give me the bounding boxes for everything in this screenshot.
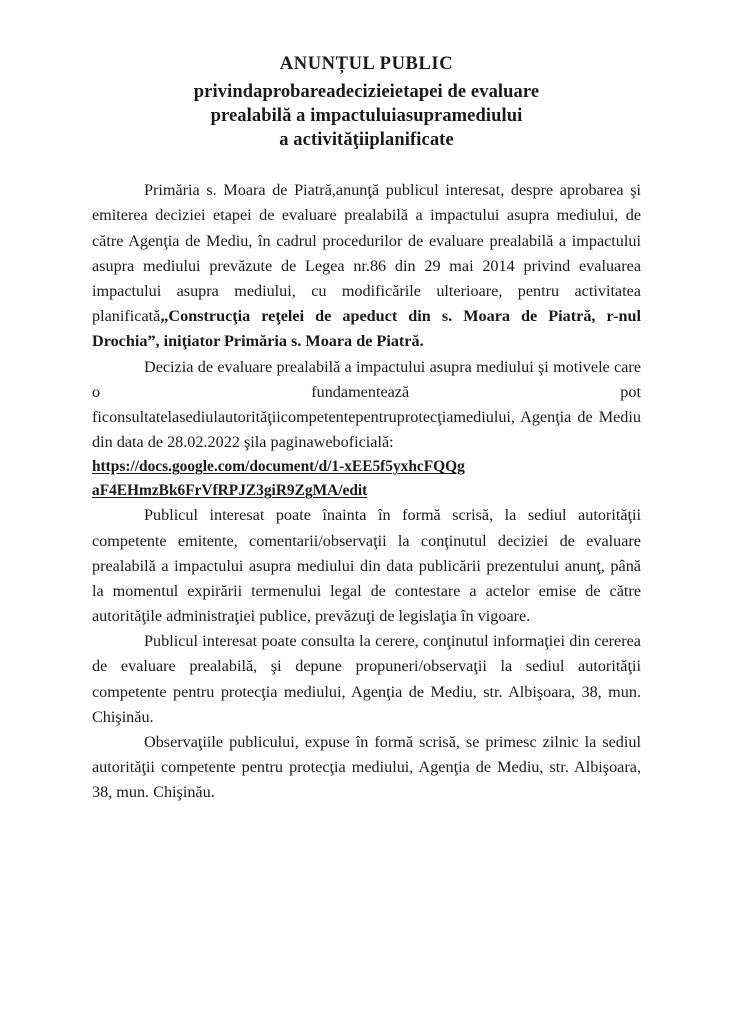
title-line-1: ANUNȚUL PUBLIC (279, 54, 454, 74)
official-page-link[interactable] (92, 455, 641, 503)
paragraph-announcement (92, 178, 641, 354)
document-body (92, 178, 641, 805)
link-url-line-2[interactable]: aF4EHmzBk6FrVfRPJZ3giR9ZgMA/edit (92, 482, 368, 500)
paragraph-public-comments: Publicul interesat poate înainta în formă scrisă, la sediul autorităţii competente emitente, comentarii/observaţii la conţinutul deciziei de evaluare prealabilă a impactului asupra mediului din data publicării prezentului anunţ, până la momentul expirării termenului legal de contestare a actelor emise de către autorităţile administraţiei publice, prevăzuţi de legislaţia în vigoare. (92, 506, 641, 626)
title-line-2: privindaprobareadecizieietapei de evaluare (193, 82, 540, 103)
title-line-4: a activităţiiplanificate (279, 130, 454, 151)
document-title (92, 52, 641, 152)
paragraph-public-consultation: Publicul interesat poate consulta la cerere, conţinutul informaţiei din cererea de evaluare prealabilă, şi depune propuneri/observaţii la sediul autorităţii competente pentru protecţia mediului, Agenţia de Mediu, str. Albişoara, 38, mun. Chişinău. (92, 632, 641, 726)
paragraph-announcement-activity-name: „Construcţia reţelei de apeduct din s. Moara de Piatră, r-nul Drochia”, iniţiator Primăria s. Moara de Piatră. (92, 307, 641, 351)
link-url-line-1[interactable]: https://docs.google.com/document/d/1-xEE5f5yxhcFQQg (92, 458, 465, 476)
paragraph-announcement-text: Primăria s. Moara de Piatră,anunţă publicul interesat, despre aprobarea şi emiterea deciziei etapei de evaluare prealabilă a impactului asupra mediului, de către Agenţia de Mediu, în cadrul procedurilor de evaluare prealabilă a impactului asupra mediului prevăzute de Legea nr.86 din 29 mai 2014 privind evaluarea impactului asupra mediului, cu modificările ulterioare, pentru activitatea planificată (92, 181, 641, 326)
title-line-3: prealabilă a impactuluiasupramediului (210, 106, 523, 127)
paragraph-decision: Decizia de evaluare prealabilă a impactului asupra mediului şi motivele care o fundamentează pot ficonsultatelasediulautorităţiicompetentepentruprotecţiamediului, Agenţia de Mediu din data de 28.02.2022 şila paginaweboficială: (92, 357, 641, 452)
paragraph-observations: Observaţiile publicului, expuse în formă scrisă, se primesc zilnic la sediul autorităţii competente pentru protecţia mediului, Agenţia de Mediu, str. Albişoara, 38, mun. Chişinău. (92, 733, 641, 802)
